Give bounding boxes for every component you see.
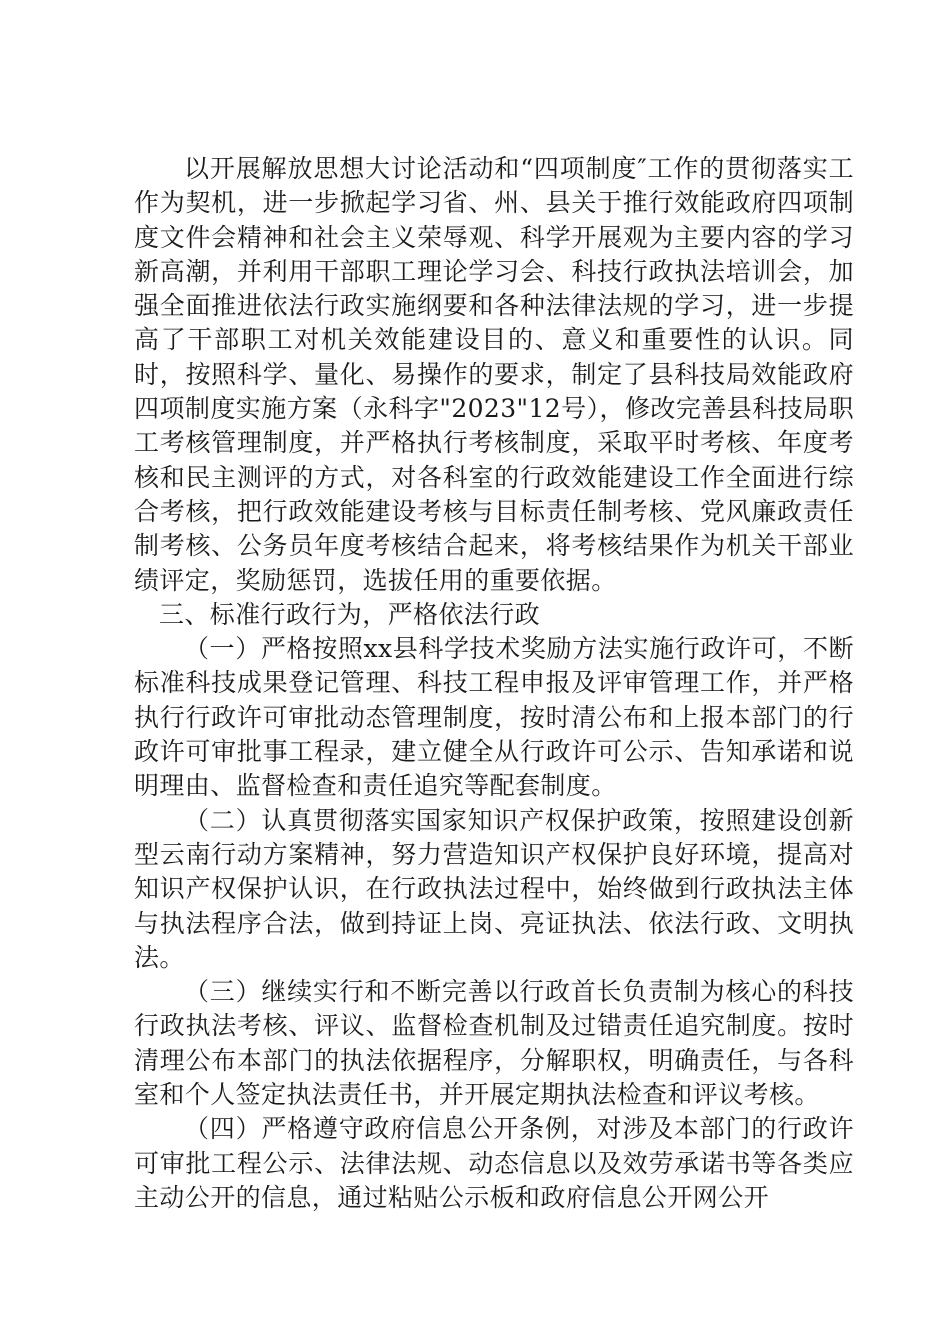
- paragraph-item-3: （三）继续实行和不断完善以行政首长负责制为核心的科技行政执法考核、评议、监督检查机制及过错责任追究制度。按时清理公布本部门的执法依据程序，分解职权，明确责任，与各科室和个人签定执法责任书，并开展定期执法检查和评议考核。: [134, 977, 854, 1110]
- section-heading-3: 三、标准行政行为，严格依法行政: [159, 599, 541, 629]
- paragraph-item-4: （四）严格遵守政府信息公开条例，对涉及本部门的行政许可审批工程公示、法律法规、动态信息以及效劳承诺书等各类应主动公开的信息，通过粘贴公示板和政府信息公开网公开: [134, 1114, 854, 1212]
- document-body: [134, 152, 854, 1215]
- paragraph-item-1: （一）严格按照xx县科学技术奖励方法实施行政许可，不断标准科技成果登记管理、科技工程申报及评审管理工作，并严格执行行政许可审批动态管理制度，按时清公布和上报本部门的行政许可审批事工程录，建立健全从行政许可公示、告知承诺和说明理由、监督检查和责任追究等配套制度。: [134, 634, 854, 801]
- paragraph-item-2: （二）认真贯彻落实国家知识产权保护政策，按照建设创新型云南行动方案精神，努力营造知识产权保护良好环境，提高对知识产权保护认识，在行政执法过程中，始终做到行政执法主体与执法程序合法，做到持证上岗、亮证执法、依法行政、文明执法。: [134, 805, 854, 972]
- paragraph-assessment: 以开展解放思想大讨论活动和“四项制度″工作的贯彻落实工作为契机，进一步掀起学习省、州、县关于推行效能政府四项制度文件会精神和社会主义荣辱观、科学开展观为主要内容的学习新高潮，并利用干部职工理论学习会、科技行政执法培训会，加强全面推进依法行政实施纲要和各种法律法规的学习，进一步提高了干部职工对机关效能建设目的、意义和重要性的认识。同时，按照科学、量化、易操作的要求，制定了县科技局效能政府四项制度实施方案（永科字"2023"12号），修改完善县科技局职工考核管理制度，并严格执行考核制度，采取平时考核、年度考核和民主测评的方式，对各科室的行政效能建设工作全面进行综合考核，把行政效能建设考核与目标责任制考核、党风廉政责任制考核、公务员年度考核结合起来，将考核结果作为机关干部业绩评定，奖励惩罚，选拔任用的重要依据。: [134, 154, 854, 595]
